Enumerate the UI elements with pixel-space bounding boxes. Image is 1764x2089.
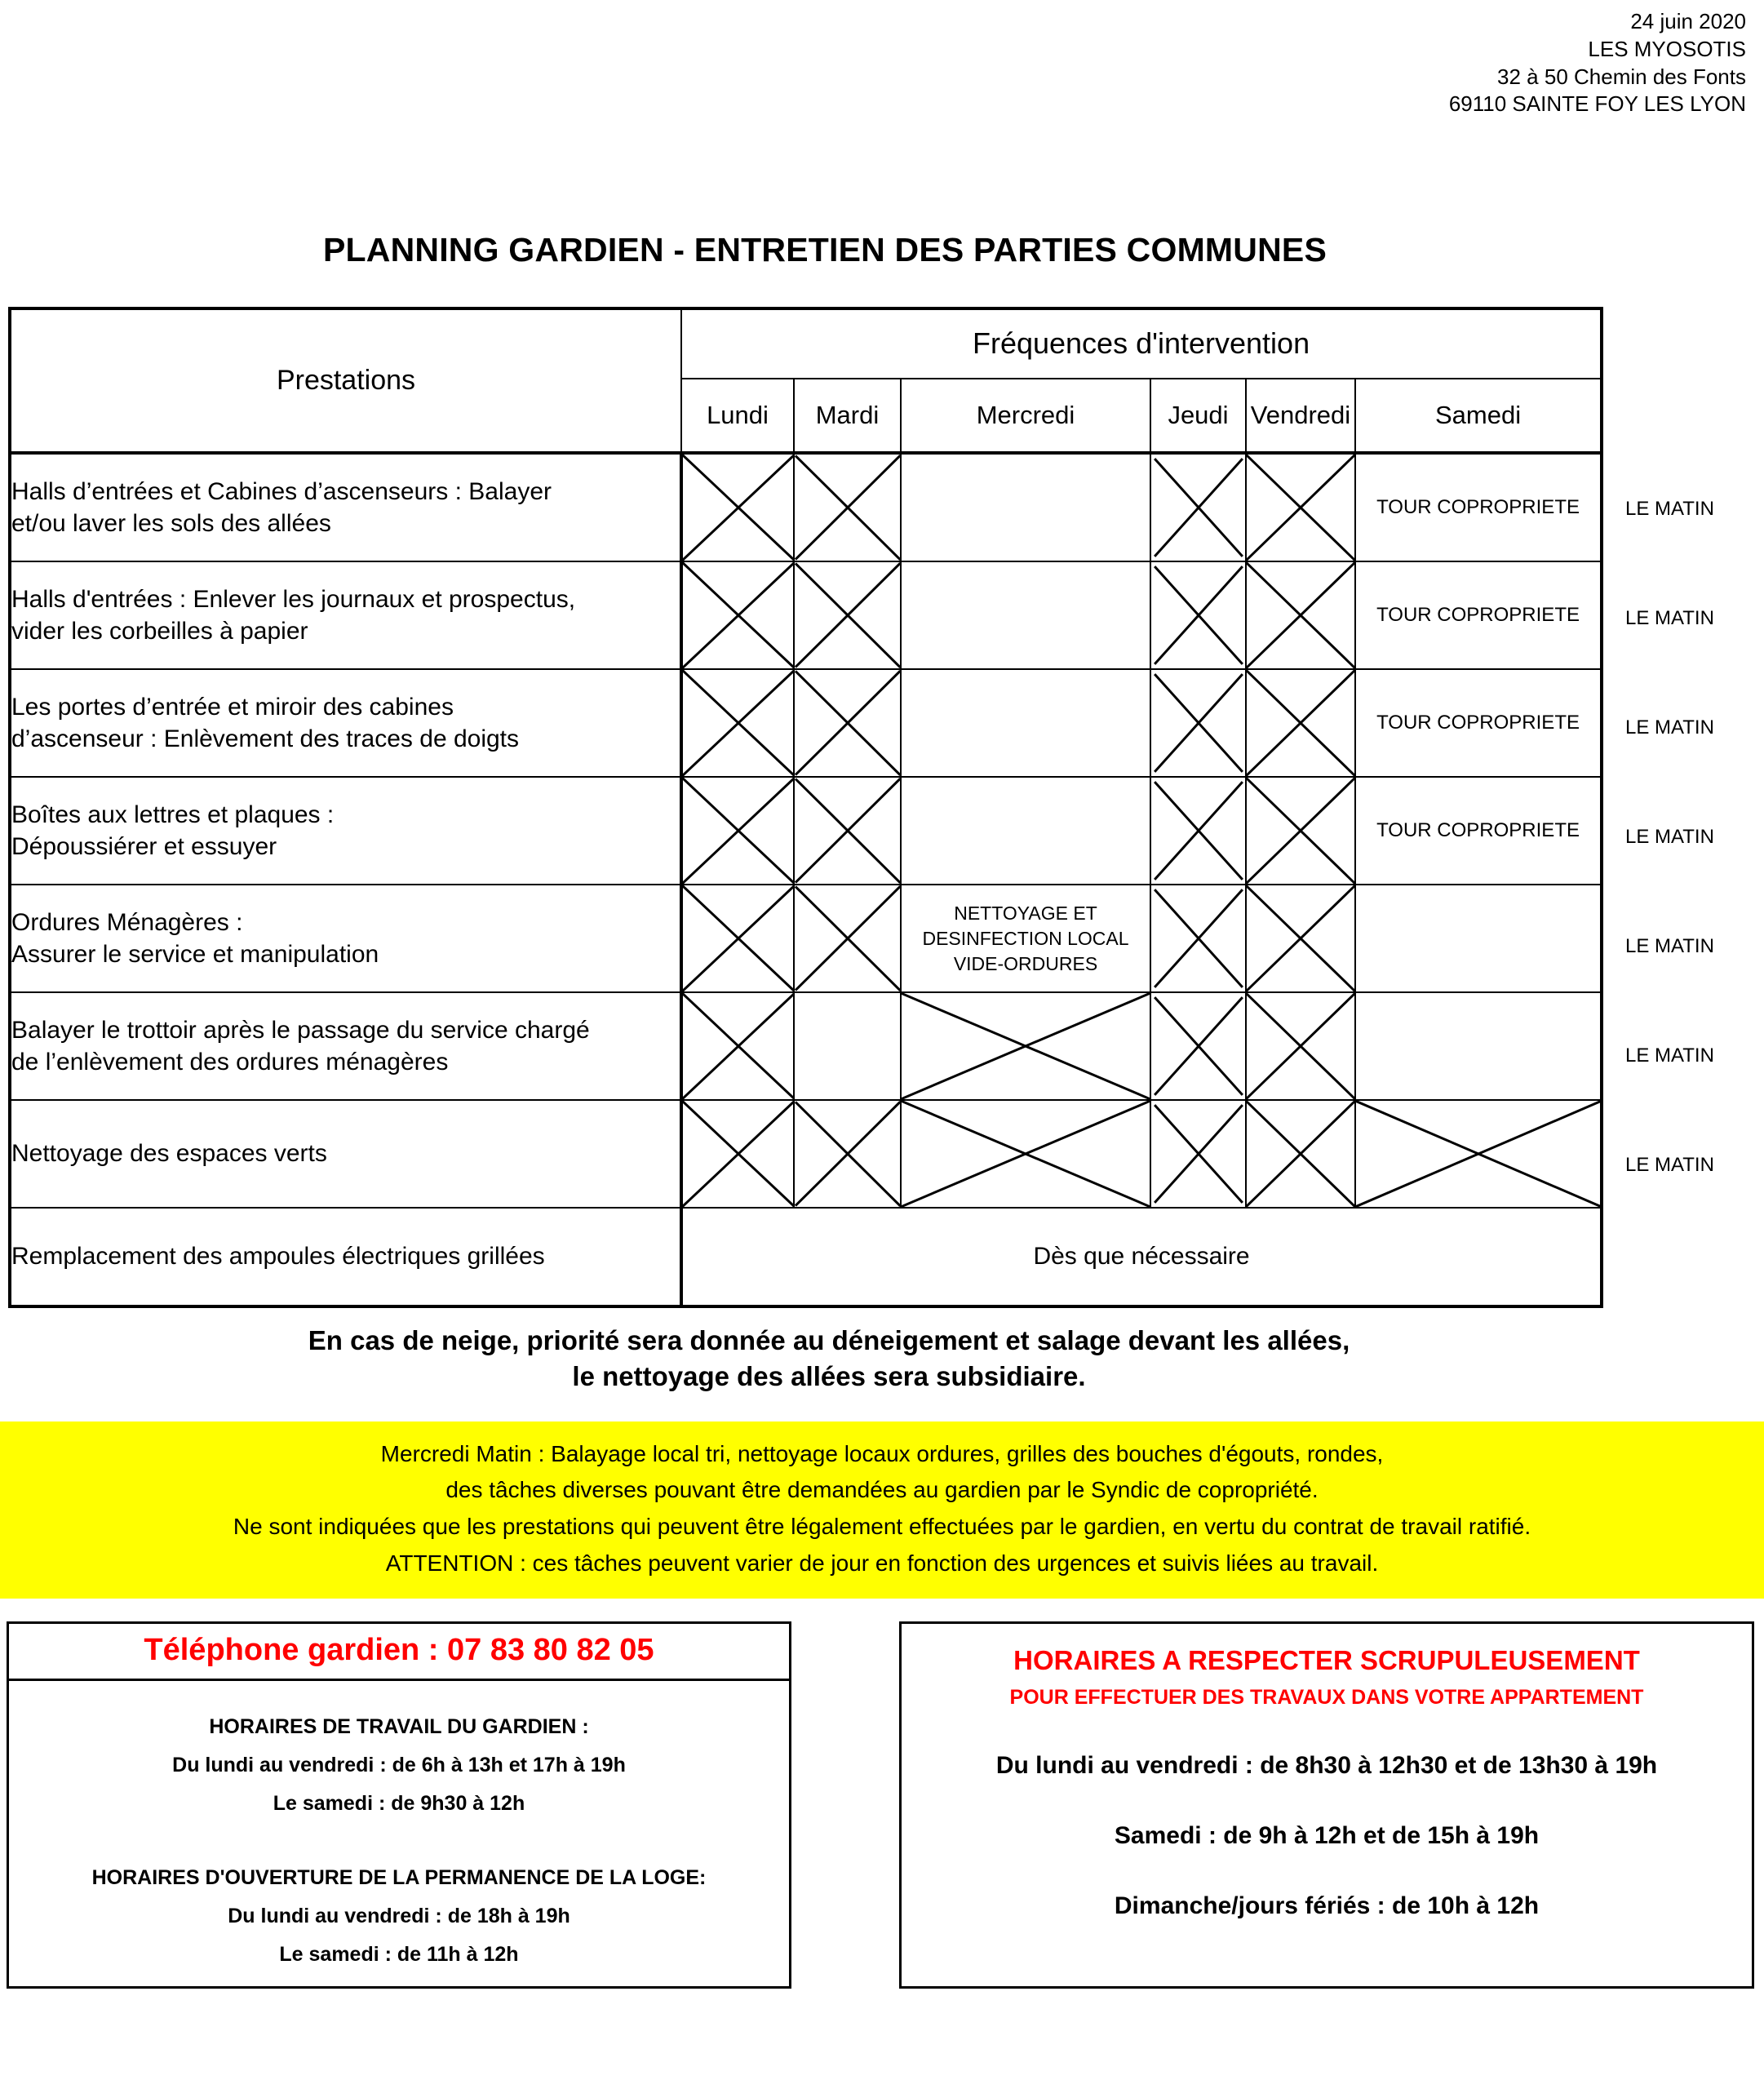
moment-label: LE MATIN (1625, 716, 1714, 739)
bottom-info-boxes (0, 1621, 1764, 1989)
cell-vendredi (1246, 669, 1355, 777)
prestation-line-1: Halls d'entrées : Enlever les journaux et prospectus, (11, 585, 576, 613)
cell-mercredi (901, 777, 1150, 885)
cell-samedi (1355, 992, 1602, 1100)
cell-vendredi (1246, 992, 1355, 1100)
works-hours-title: HORAIRES A RESPECTER SCRUPULEUSEMENT (1013, 1644, 1640, 1675)
x-mark-icon (1151, 885, 1245, 991)
prestation-line-1: Boîtes aux lettres et plaques : (11, 801, 335, 828)
x-mark-icon (683, 562, 793, 668)
cell-mardi (794, 1100, 901, 1208)
x-mark-icon (795, 778, 900, 884)
column-header-prestations: Prestations (10, 308, 681, 453)
cell-mardi (794, 453, 901, 561)
guardian-contact-box (7, 1621, 791, 1989)
cell-mardi (794, 777, 901, 885)
x-mark-icon (1247, 670, 1354, 776)
cell-vendredi (1246, 561, 1355, 669)
x-mark-icon (1247, 562, 1354, 668)
moment-label: LE MATIN (1625, 1044, 1714, 1067)
x-mark-icon (795, 1101, 900, 1207)
x-mark-icon (1356, 1101, 1600, 1207)
cell-text: TOUR COPROPRIETE (1376, 495, 1580, 518)
cell-samedi (1355, 453, 1602, 561)
prestation-line-2: et/ou laver les sols des allées (11, 510, 331, 538)
moment-label: LE MATIN (1625, 498, 1714, 521)
column-header-frequences: Fréquences d'intervention (681, 308, 1602, 378)
planning-table-wrapper (8, 307, 1714, 1308)
work-hours-weekday: Du lundi au vendredi : de 6h à 13h et 17h à 19h (172, 1753, 626, 1776)
cell-prestation-label (10, 669, 681, 777)
cell-mercredi (901, 561, 1150, 669)
cell-samedi (1355, 561, 1602, 669)
works-hours-weekday: Du lundi au vendredi : de 8h30 à 12h30 et de 13h30 à 19h (995, 1751, 1658, 1779)
table-row (10, 885, 1602, 992)
column-header-vendredi: Vendredi (1246, 379, 1355, 454)
planning-table (8, 307, 1603, 1308)
cell-jeudi (1150, 777, 1246, 885)
works-hours-saturday: Samedi : de 9h à 12h et de 15h à 19h (1114, 1821, 1540, 1849)
page-title: PLANNING GARDIEN - ENTRETIEN DES PARTIES COMMUNES (323, 231, 1327, 269)
yellow-note-line-2: des tâches diverses pouvant être demandées au gardien par le Syndic de copropriété. (445, 1477, 1319, 1503)
x-mark-icon (683, 778, 793, 884)
prestation-line-2: Assurer le service et manipulation (11, 941, 379, 969)
header-residence-name: LES MYOSOTIS (1588, 36, 1746, 61)
x-mark-icon (683, 1101, 793, 1207)
cell-mercredi (901, 885, 1150, 992)
x-mark-icon (1151, 778, 1245, 884)
cell-text: TOUR COPROPRIETE (1376, 603, 1580, 626)
x-mark-icon (795, 885, 900, 991)
x-mark-icon (795, 562, 900, 668)
planning-table-body (10, 453, 1602, 1306)
works-hours-subtitle: POUR EFFECTUER DES TRAVAUX DANS VOTRE APPARTEMENT (1009, 1685, 1644, 1709)
cell-mercredi (901, 1100, 1150, 1208)
column-header-mardi: Mardi (794, 379, 901, 454)
loge-hours-weekday: Du lundi au vendredi : de 18h à 19h (228, 1904, 570, 1927)
yellow-note-line-1: Mercredi Matin : Balayage local tri, nettoyage locaux ordures, grilles des bouches d'égouts, rondes, (380, 1440, 1384, 1466)
cell-lundi (681, 777, 794, 885)
cell-text: TOUR COPROPRIETE (1376, 818, 1580, 841)
column-header-jeudi: Jeudi (1150, 379, 1246, 454)
cell-vendredi (1246, 1100, 1355, 1208)
cell-lundi (681, 453, 794, 561)
moment-label: LE MATIN (1625, 607, 1714, 630)
x-mark-icon (1247, 1101, 1354, 1207)
cell-mercredi (901, 453, 1150, 561)
prestation-line-2: vider les corbeilles à papier (11, 618, 308, 645)
table-header-row-top (10, 308, 1602, 378)
cell-vendredi (1246, 885, 1355, 992)
works-hours-box (899, 1621, 1754, 1989)
cell-vendredi (1246, 453, 1355, 561)
x-mark-icon (1247, 455, 1354, 561)
column-header-samedi: Samedi (1355, 379, 1602, 454)
x-mark-icon (1247, 885, 1354, 991)
cell-text: NETTOYAGE ET DESINFECTION LOCAL VIDE-ORDURES (922, 902, 1129, 974)
x-mark-icon (902, 1101, 1150, 1207)
moment-label: LE MATIN (1625, 935, 1714, 958)
cell-text: TOUR COPROPRIETE (1376, 711, 1580, 734)
table-row (10, 992, 1602, 1100)
snow-note-line-1: En cas de neige, priorité sera donnée au déneigement et salage devant les allées, (308, 1325, 1350, 1356)
cell-prestation-label (10, 777, 681, 885)
yellow-note-line-3: Ne sont indiquées que les prestations qui peuvent être légalement effectuées par le gardien, en vertu du contrat de travail ratifié. (233, 1514, 1531, 1540)
spacer (17, 1816, 781, 1852)
cell-lundi (681, 992, 794, 1100)
prestation-line-2: d’ascenseur : Enlèvement des traces de doigts (11, 725, 520, 753)
moment-label: LE MATIN (1625, 1154, 1714, 1177)
cell-prestation-label (10, 992, 681, 1100)
x-mark-icon (683, 885, 793, 991)
cell-mardi (794, 669, 901, 777)
column-header-mercredi: Mercredi (901, 379, 1150, 454)
cell-vendredi (1246, 777, 1355, 885)
x-mark-icon (1151, 670, 1245, 776)
work-hours-title: HORAIRES DE TRAVAIL DU GARDIEN : (209, 1714, 589, 1738)
prestation-line-1: Ordures Ménagères : (11, 908, 243, 936)
cell-samedi (1355, 885, 1602, 992)
works-hours-sunday: Dimanche/jours fériés : de 10h à 12h (1114, 1892, 1540, 1919)
x-mark-icon (683, 670, 793, 776)
cell-mercredi (901, 669, 1150, 777)
cell-prestation-label (10, 561, 681, 669)
works-hours-body (902, 1624, 1752, 1938)
cell-samedi (1355, 1100, 1602, 1208)
x-mark-icon (1151, 455, 1245, 561)
prestation-line-1: Balayer le trottoir après le passage du service chargé (11, 1016, 590, 1044)
document-header-address (0, 0, 1764, 118)
snow-priority-note (0, 1323, 1764, 1395)
cell-samedi (1355, 777, 1602, 885)
x-mark-icon (1247, 778, 1354, 884)
column-header-lundi: Lundi (681, 379, 794, 454)
prestation-line-2: Dépoussiérer et essuyer (11, 833, 277, 861)
header-date: 24 juin 2020 (1630, 9, 1746, 33)
yellow-notice-block (0, 1421, 1764, 1599)
table-row (10, 777, 1602, 885)
cell-mardi (794, 992, 901, 1100)
cell-jeudi (1150, 1100, 1246, 1208)
x-mark-icon (1151, 1101, 1245, 1207)
cell-mardi (794, 561, 901, 669)
snow-note-line-2: le nettoyage des allées sera subsidiaire. (572, 1361, 1086, 1392)
loge-hours-title: HORAIRES D'OUVERTURE DE LA PERMANENCE DE LA LOGE: (91, 1865, 707, 1889)
guardian-hours-body (9, 1681, 789, 1986)
x-mark-icon (1247, 993, 1354, 1099)
x-mark-icon (683, 993, 793, 1099)
cell-lundi (681, 561, 794, 669)
x-mark-icon (1151, 562, 1245, 668)
x-mark-icon (795, 670, 900, 776)
cell-mardi (794, 885, 901, 992)
table-row (10, 561, 1602, 669)
guardian-phone: Téléphone gardien : 07 83 80 82 05 (9, 1624, 789, 1681)
cell-prestation-label (10, 453, 681, 561)
yellow-note-line-4: ATTENTION : ces tâches peuvent varier de jour en fonction des urgences et suivis liées au travail. (385, 1550, 1379, 1577)
cell-samedi (1355, 669, 1602, 777)
cell-lundi (681, 1100, 794, 1208)
x-mark-icon (795, 455, 900, 561)
header-street: 32 à 50 Chemin des Fonts (1497, 64, 1746, 89)
header-city: 69110 SAINTE FOY LES LYON (1448, 91, 1746, 117)
cell-lundi (681, 669, 794, 777)
prestation-line-1: Nettoyage des espaces verts (11, 1140, 327, 1168)
cell-prestation-label-last: Remplacement des ampoules électriques grillées (10, 1208, 681, 1306)
table-row (10, 1100, 1602, 1208)
x-mark-icon (1151, 993, 1245, 1099)
cell-jeudi (1150, 561, 1246, 669)
cell-jeudi (1150, 885, 1246, 992)
cell-mercredi (901, 992, 1150, 1100)
prestation-line-2: de l’enlèvement des ordures ménagères (11, 1049, 449, 1076)
cell-prestation-label (10, 1100, 681, 1208)
table-row (10, 453, 1602, 561)
work-hours-saturday: Le samedi : de 9h30 à 12h (273, 1791, 525, 1815)
moment-gutter (1617, 455, 1764, 1220)
cell-des-que-necessaire: Dès que nécessaire (681, 1208, 1602, 1306)
loge-hours-saturday: Le samedi : de 11h à 12h (279, 1942, 519, 1966)
cell-lundi (681, 885, 794, 992)
cell-jeudi (1150, 669, 1246, 777)
table-row-last (10, 1208, 1602, 1306)
cell-prestation-label (10, 885, 681, 992)
prestation-line-1: Halls d’entrées et Cabines d’ascenseurs : Balayer (11, 477, 552, 505)
x-mark-icon (902, 993, 1150, 1099)
cell-jeudi (1150, 453, 1246, 561)
table-row (10, 669, 1602, 777)
prestation-line-1: Les portes d’entrée et miroir des cabines (11, 693, 454, 721)
cell-jeudi (1150, 992, 1246, 1100)
x-mark-icon (683, 455, 793, 561)
moment-label: LE MATIN (1625, 826, 1714, 849)
